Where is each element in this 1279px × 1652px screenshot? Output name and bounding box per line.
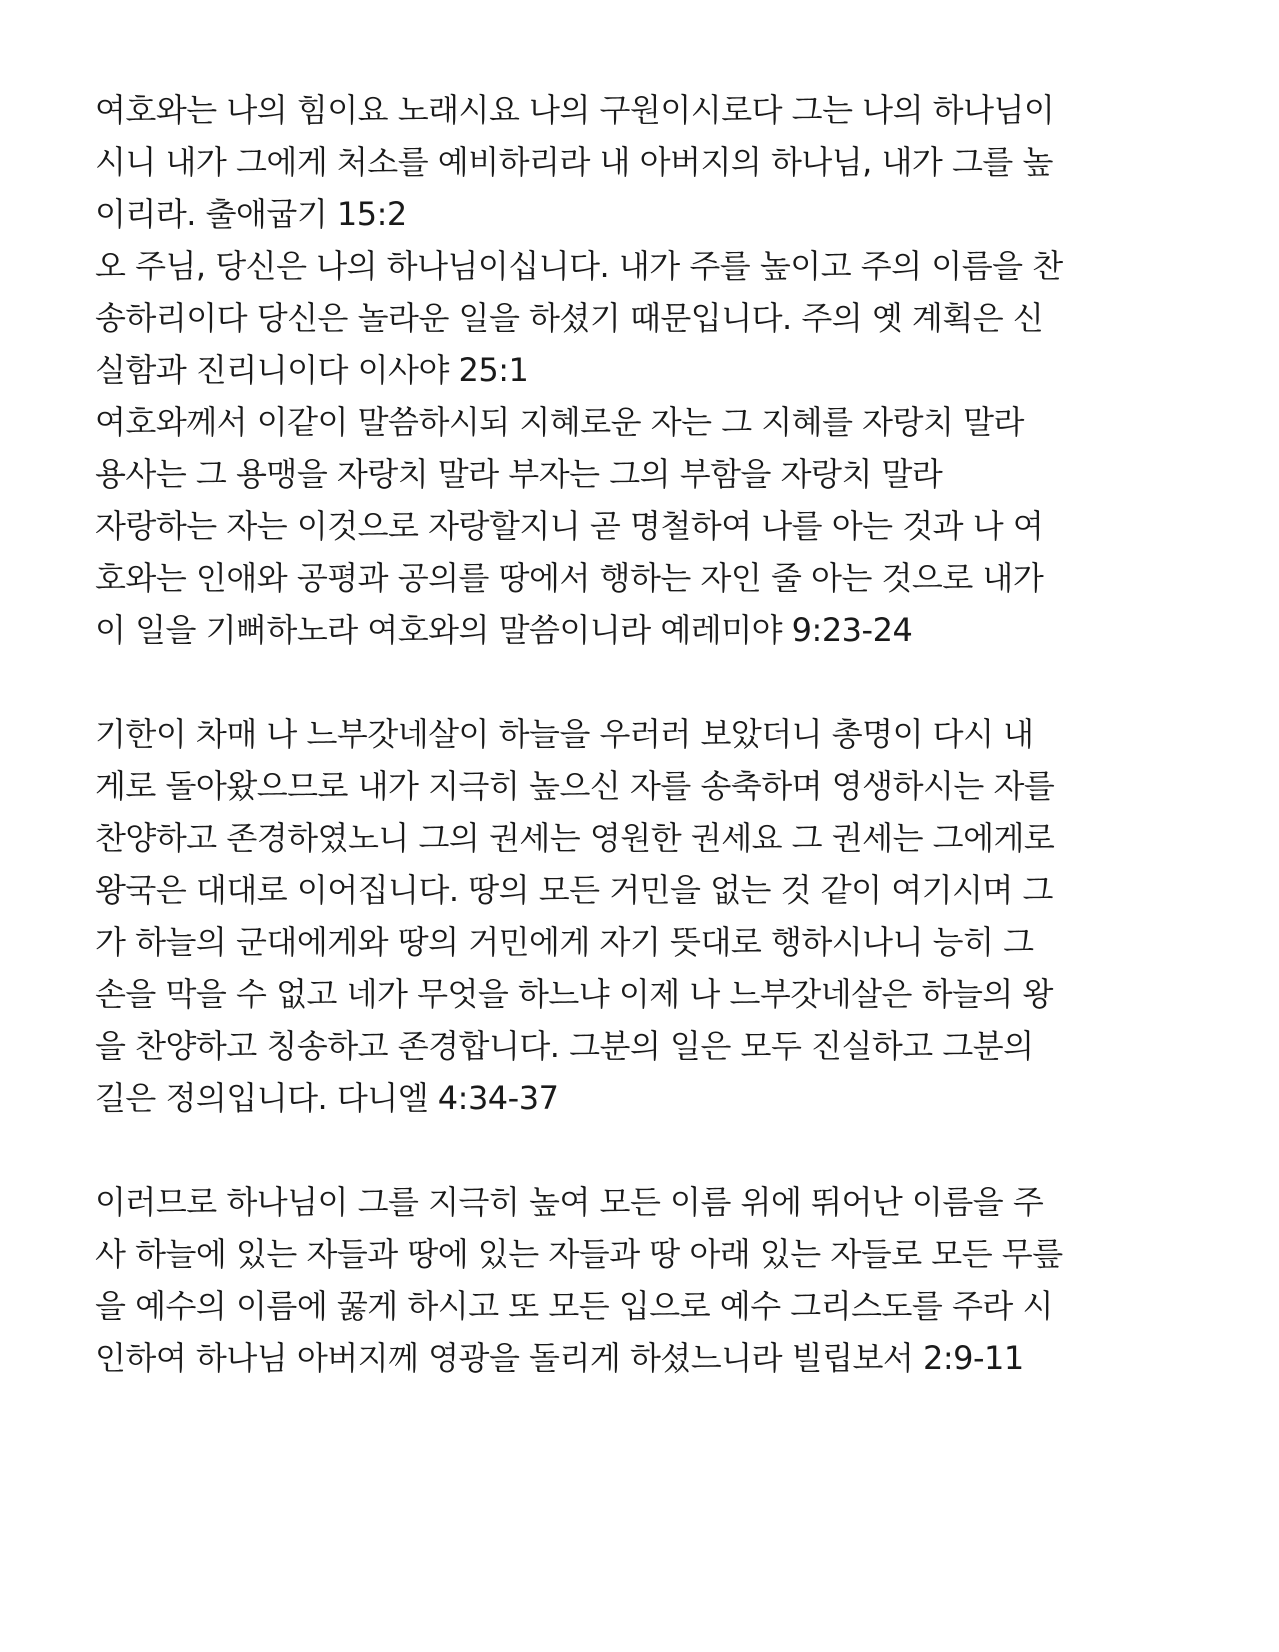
text-line: 자랑하는 자는 이것으로 자랑할지니 곧 명철하여 나를 아는 것과 나 여 bbox=[95, 507, 1044, 545]
text-line: 실함과 진리니이다 이사야 25:1 bbox=[95, 351, 529, 389]
scripture-text bbox=[95, 84, 1205, 1384]
text-line: 을 찬양하고 칭송하고 존경합니다. 그분의 일은 모두 진실하고 그분의 bbox=[95, 1027, 1034, 1065]
text-line: 송하리이다 당신은 놀라운 일을 하셨기 때문입니다. 주의 옛 계획은 신 bbox=[95, 299, 1044, 337]
text-line: 이 일을 기뻐하노라 여호와의 말씀이니라 예레미야 9:23-24 bbox=[95, 611, 913, 649]
text-line: 길은 정의입니다. 다니엘 4:34-37 bbox=[95, 1079, 559, 1117]
paragraph-gap bbox=[95, 656, 1205, 708]
paragraph-gap bbox=[95, 1124, 1205, 1176]
text-line: 사 하늘에 있는 자들과 땅에 있는 자들과 땅 아래 있는 자들로 모든 무릎 bbox=[95, 1235, 1063, 1273]
text-line: 찬양하고 존경하였노니 그의 권세는 영원한 권세요 그 권세는 그에게로 bbox=[95, 819, 1055, 857]
text-line: 여호와는 나의 힘이요 노래시요 나의 구원이시로다 그는 나의 하나님이 bbox=[95, 91, 1055, 129]
text-line: 을 예수의 이름에 꿇게 하시고 또 모든 입으로 예수 그리스도를 주라 시 bbox=[95, 1287, 1053, 1325]
text-line: 이러므로 하나님이 그를 지극히 높여 모든 이름 위에 뛰어난 이름을 주 bbox=[95, 1183, 1044, 1221]
text-line: 왕국은 대대로 이어집니다. 땅의 모든 거민을 없는 것 같이 여기시며 그 bbox=[95, 871, 1053, 909]
text-line: 이리라. 출애굽기 15:2 bbox=[95, 195, 407, 233]
text-line: 손을 막을 수 없고 네가 무엇을 하느냐 이제 나 느부갓네살은 하늘의 왕 bbox=[95, 975, 1053, 1013]
text-line: 오 주님, 당신은 나의 하나님이십니다. 내가 주를 높이고 주의 이름을 찬 bbox=[95, 247, 1063, 285]
text-line: 용사는 그 용맹을 자랑치 말라 부자는 그의 부함을 자랑치 말라 bbox=[95, 455, 943, 493]
text-line: 호와는 인애와 공평과 공의를 땅에서 행하는 자인 줄 아는 것으로 내가 bbox=[95, 559, 1044, 597]
text-line: 게로 돌아왔으므로 내가 지극히 높으신 자를 송축하며 영생하시는 자를 bbox=[95, 767, 1055, 805]
text-line: 인하여 하나님 아버지께 영광을 돌리게 하셨느니라 빌립보서 2:9-11 bbox=[95, 1339, 1024, 1377]
text-line: 시니 내가 그에게 처소를 예비하리라 내 아버지의 하나님, 내가 그를 높 bbox=[95, 143, 1053, 181]
text-line: 여호와께서 이같이 말씀하시되 지혜로운 자는 그 지혜를 자랑치 말라 bbox=[95, 403, 1024, 441]
text-line: 기한이 차매 나 느부갓네살이 하늘을 우러러 보았더니 총명이 다시 내 bbox=[95, 715, 1034, 753]
text-line: 가 하늘의 군대에게와 땅의 거민에게 자기 뜻대로 행하시나니 능히 그 bbox=[95, 923, 1034, 961]
